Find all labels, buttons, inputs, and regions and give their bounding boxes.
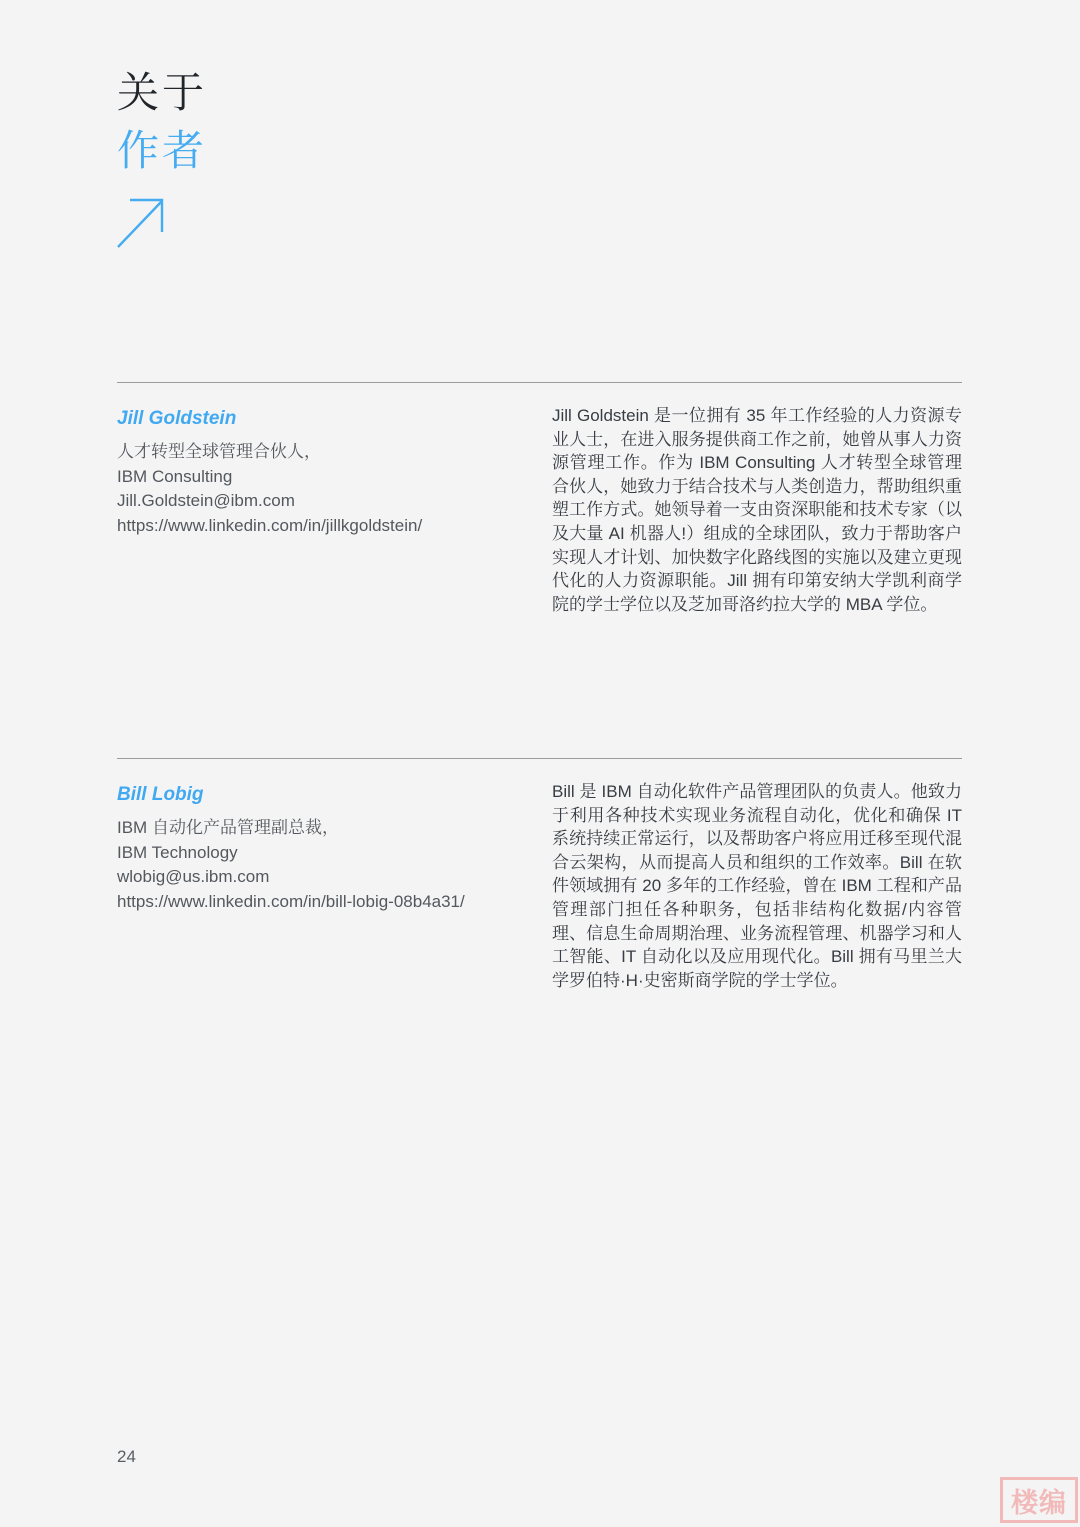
author-section-jill-goldstein [117,382,962,616]
red-seal-watermark [1000,1477,1078,1523]
author-email-link[interactable]: Jill.Goldstein@ibm.com [117,491,295,511]
red-seal-watermark-text: 楼编 [1011,1487,1067,1518]
page-header [117,64,207,250]
page-title-line1: 关于 [117,69,208,116]
section-divider [117,758,962,759]
author-bio: Jill Goldstein 是一位拥有 35 年工作经验的人力资源专业人士，在进入服务提供商工作之前，她曾从事人力资源管理工作。作为 IBM Consulting 人才转型全球管理合伙人，她致力于结合技术与人类创造力，帮助组织重塑工作方式。她领导着一支由资深职能和技术专家（以及大量 AI 机器人!）组成的全球团队，致力于帮助客户实现人才计划、加快数字化路线图的实施以及建立更现代化的人力资源职能。Jill 拥有印第安纳大学凯利商学院的学士学位以及芝加哥洛约拉大学的 MBA 学位。 [552,406,962,614]
author-linkedin-link[interactable]: https://www.linkedin.com/in/bill-lobig-08b4a31/ [117,891,465,911]
author-job-title: IBM 自动化产品管理副总裁， [117,818,339,837]
page-number: 24 [117,1447,136,1466]
author-organization: IBM Technology [117,842,238,862]
section-divider [117,382,962,383]
author-linkedin-link[interactable]: https://www.linkedin.com/in/jillkgoldstein/ [117,515,423,535]
author-bio-column [552,783,962,992]
author-contact-column [117,783,537,992]
author-name: Jill Goldstein [117,408,237,429]
up-right-arrow-icon [117,192,167,250]
author-email-link[interactable]: wlobig@us.ibm.com [117,867,270,887]
author-contact-column [117,407,537,616]
author-bio: Bill 是 IBM 自动化软件产品管理团队的负责人。他致力于利用各种技术实现业务流程自动化，优化和确保 IT 系统持续正常运行，以及帮助客户将应用迁移至现代混合云架构，从而提高人员和组织的工作效率。Bill 在软件领域拥有 20 多年的工作经验，曾在 IBM 工程和产品管理部门担任各种职务，包括非结构化数据/内容管理、信息生命周期治理、业务流程管理、机器学习和人工智能、IT 自动化以及应用现代化。Bill 拥有马里兰大学罗伯特·H·史密斯商学院的学士学位。 [552,782,962,990]
author-section-bill-lobig [117,758,962,992]
author-organization: IBM Consulting [117,466,233,486]
page-title-line2: 作者 [117,127,208,174]
author-bio-column [552,407,962,616]
author-job-title: 人才转型全球管理合伙人， [117,442,321,461]
author-name: Bill Lobig [117,784,204,805]
